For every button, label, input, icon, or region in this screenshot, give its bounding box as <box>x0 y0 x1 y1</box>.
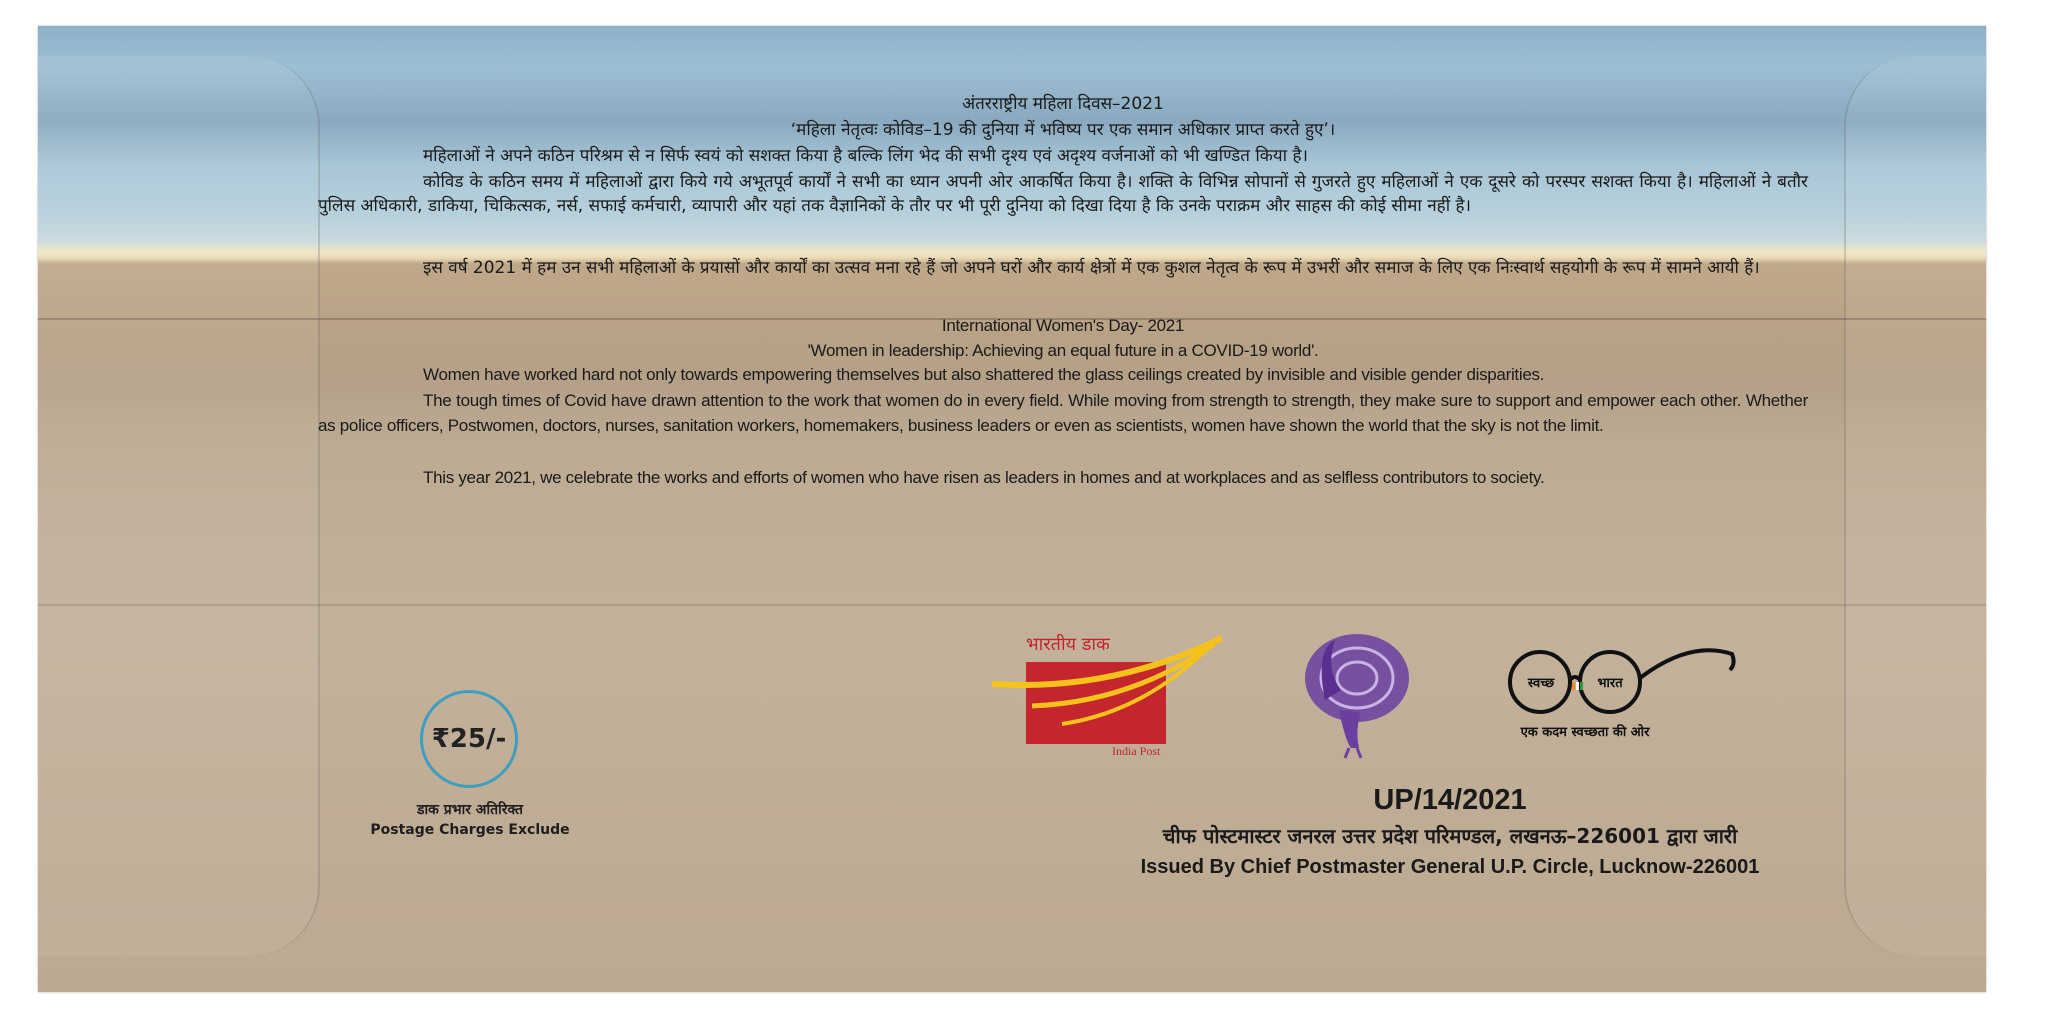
hindi-title: अंतरराष्ट्रीय महिला दिवस–2021 <box>962 94 1164 114</box>
india-post-logo <box>992 632 1222 762</box>
band-line <box>38 604 1986 606</box>
bharat-text: भारत <box>1597 676 1623 691</box>
peacock-emblem-icon <box>1295 630 1415 760</box>
left-flap <box>38 56 320 956</box>
english-paragraph-1: Women have worked hard not only towards empowering themselves but also shattered the glass ceilings created by invisible and visible gender disparities. <box>423 365 1545 384</box>
swachh-bharat-logo <box>1500 640 1740 750</box>
english-paragraph-3: This year 2021, we celebrate the works and efforts of women who have risen as leaders in homes and at workplaces and as selfless contributors to society. <box>423 468 1545 487</box>
india-post-hindi-name: भारतीय डाक <box>1026 634 1110 655</box>
swachh-tagline: एक कदम स्वच्छता की ओर <box>1520 725 1650 740</box>
india-post-wings-icon <box>992 632 1222 762</box>
hindi-theme: ‘महिला नेतृत्वः कोविड–19 की दुनिया में भविष्य पर एक समान अधिकार प्राप्त करते हुए’। <box>790 120 1336 140</box>
postage-label-english: Postage Charges Exclude <box>370 822 570 838</box>
hindi-paragraph-2: कोविड के कठिन समय में महिलाओं द्वारा किये गये अभूतपूर्व कार्यों ने सभी का ध्यान अपनी ओर आकर्षित किया है। शक्ति के विभिन्न सोपानों से गुजरते हुए महिलाओं ने एक दूसरे को परस्पर सशक्त किया है। महिलाओं ने बतौर पुलिस अधिकारी, डाकिया, चिकित्सक, नर्स, सफाई कर्मचारी, व्यापारी और यहां तक वैज्ञानिकों के तौर पर भी पूरी दुनिया को दिखा दिया है कि उनके पराक्रम और साहस की कोई सीमा नहीं है। <box>318 172 1809 216</box>
english-title: International Women's Day- 2021 <box>941 316 1185 335</box>
swachh-text: स्वच्छ <box>1527 676 1555 691</box>
postage-label-hindi: डाक प्रभार अतिरिक्त <box>417 802 523 818</box>
english-paragraph-2: The tough times of Covid have drawn attention to the work that women do in every field. While moving from strength to strength, they make sure to support and empower each other. Whether as police officers, Postwomen, doctors, nurses, sanitation workers, homemakers, business leaders or even as scientists, women have shown the world that the sky is not the limit. <box>318 391 1808 435</box>
hindi-paragraph-3: इस वर्ष 2021 में हम उन सभी महिलाओं के प्रयासों और कार्यों का उत्सव मना रहे हैं जो अपने घरों और कार्य क्षेत्रों में एक कुशल नेतृत्व के रूप में उभरीं और समाज के लिए एक निःस्वार्थ सहयोगी के रूप में सामने आयी हैं। <box>423 258 1760 278</box>
hindi-paragraph-1: महिलाओं ने अपने कठिन परिश्रम से न सिर्फ स्वयं को सशक्त किया है बल्कि लिंग भेद की सभी दृश्य एवं अदृश्य वर्जनाओं को भी खण्डित किया है। <box>423 146 1308 166</box>
postage-price-badge: ₹25/- <box>420 690 518 788</box>
right-flap <box>1844 56 1986 956</box>
english-theme: 'Women in leadership: Achieving an equal future in a COVID-19 world'. <box>807 341 1319 360</box>
issue-reference-number: UP/14/2021 <box>1373 784 1527 816</box>
issued-by-english: Issued By Chief Postmaster General U.P. Circle, Lucknow-226001 <box>1140 856 1760 878</box>
issued-by-hindi: चीफ पोस्टमास्टर जनरल उत्तर प्रदेश परिमण्डल, लखनऊ–226001 द्वारा जारी <box>1162 824 1738 848</box>
india-post-english-name: India Post <box>1112 744 1161 758</box>
